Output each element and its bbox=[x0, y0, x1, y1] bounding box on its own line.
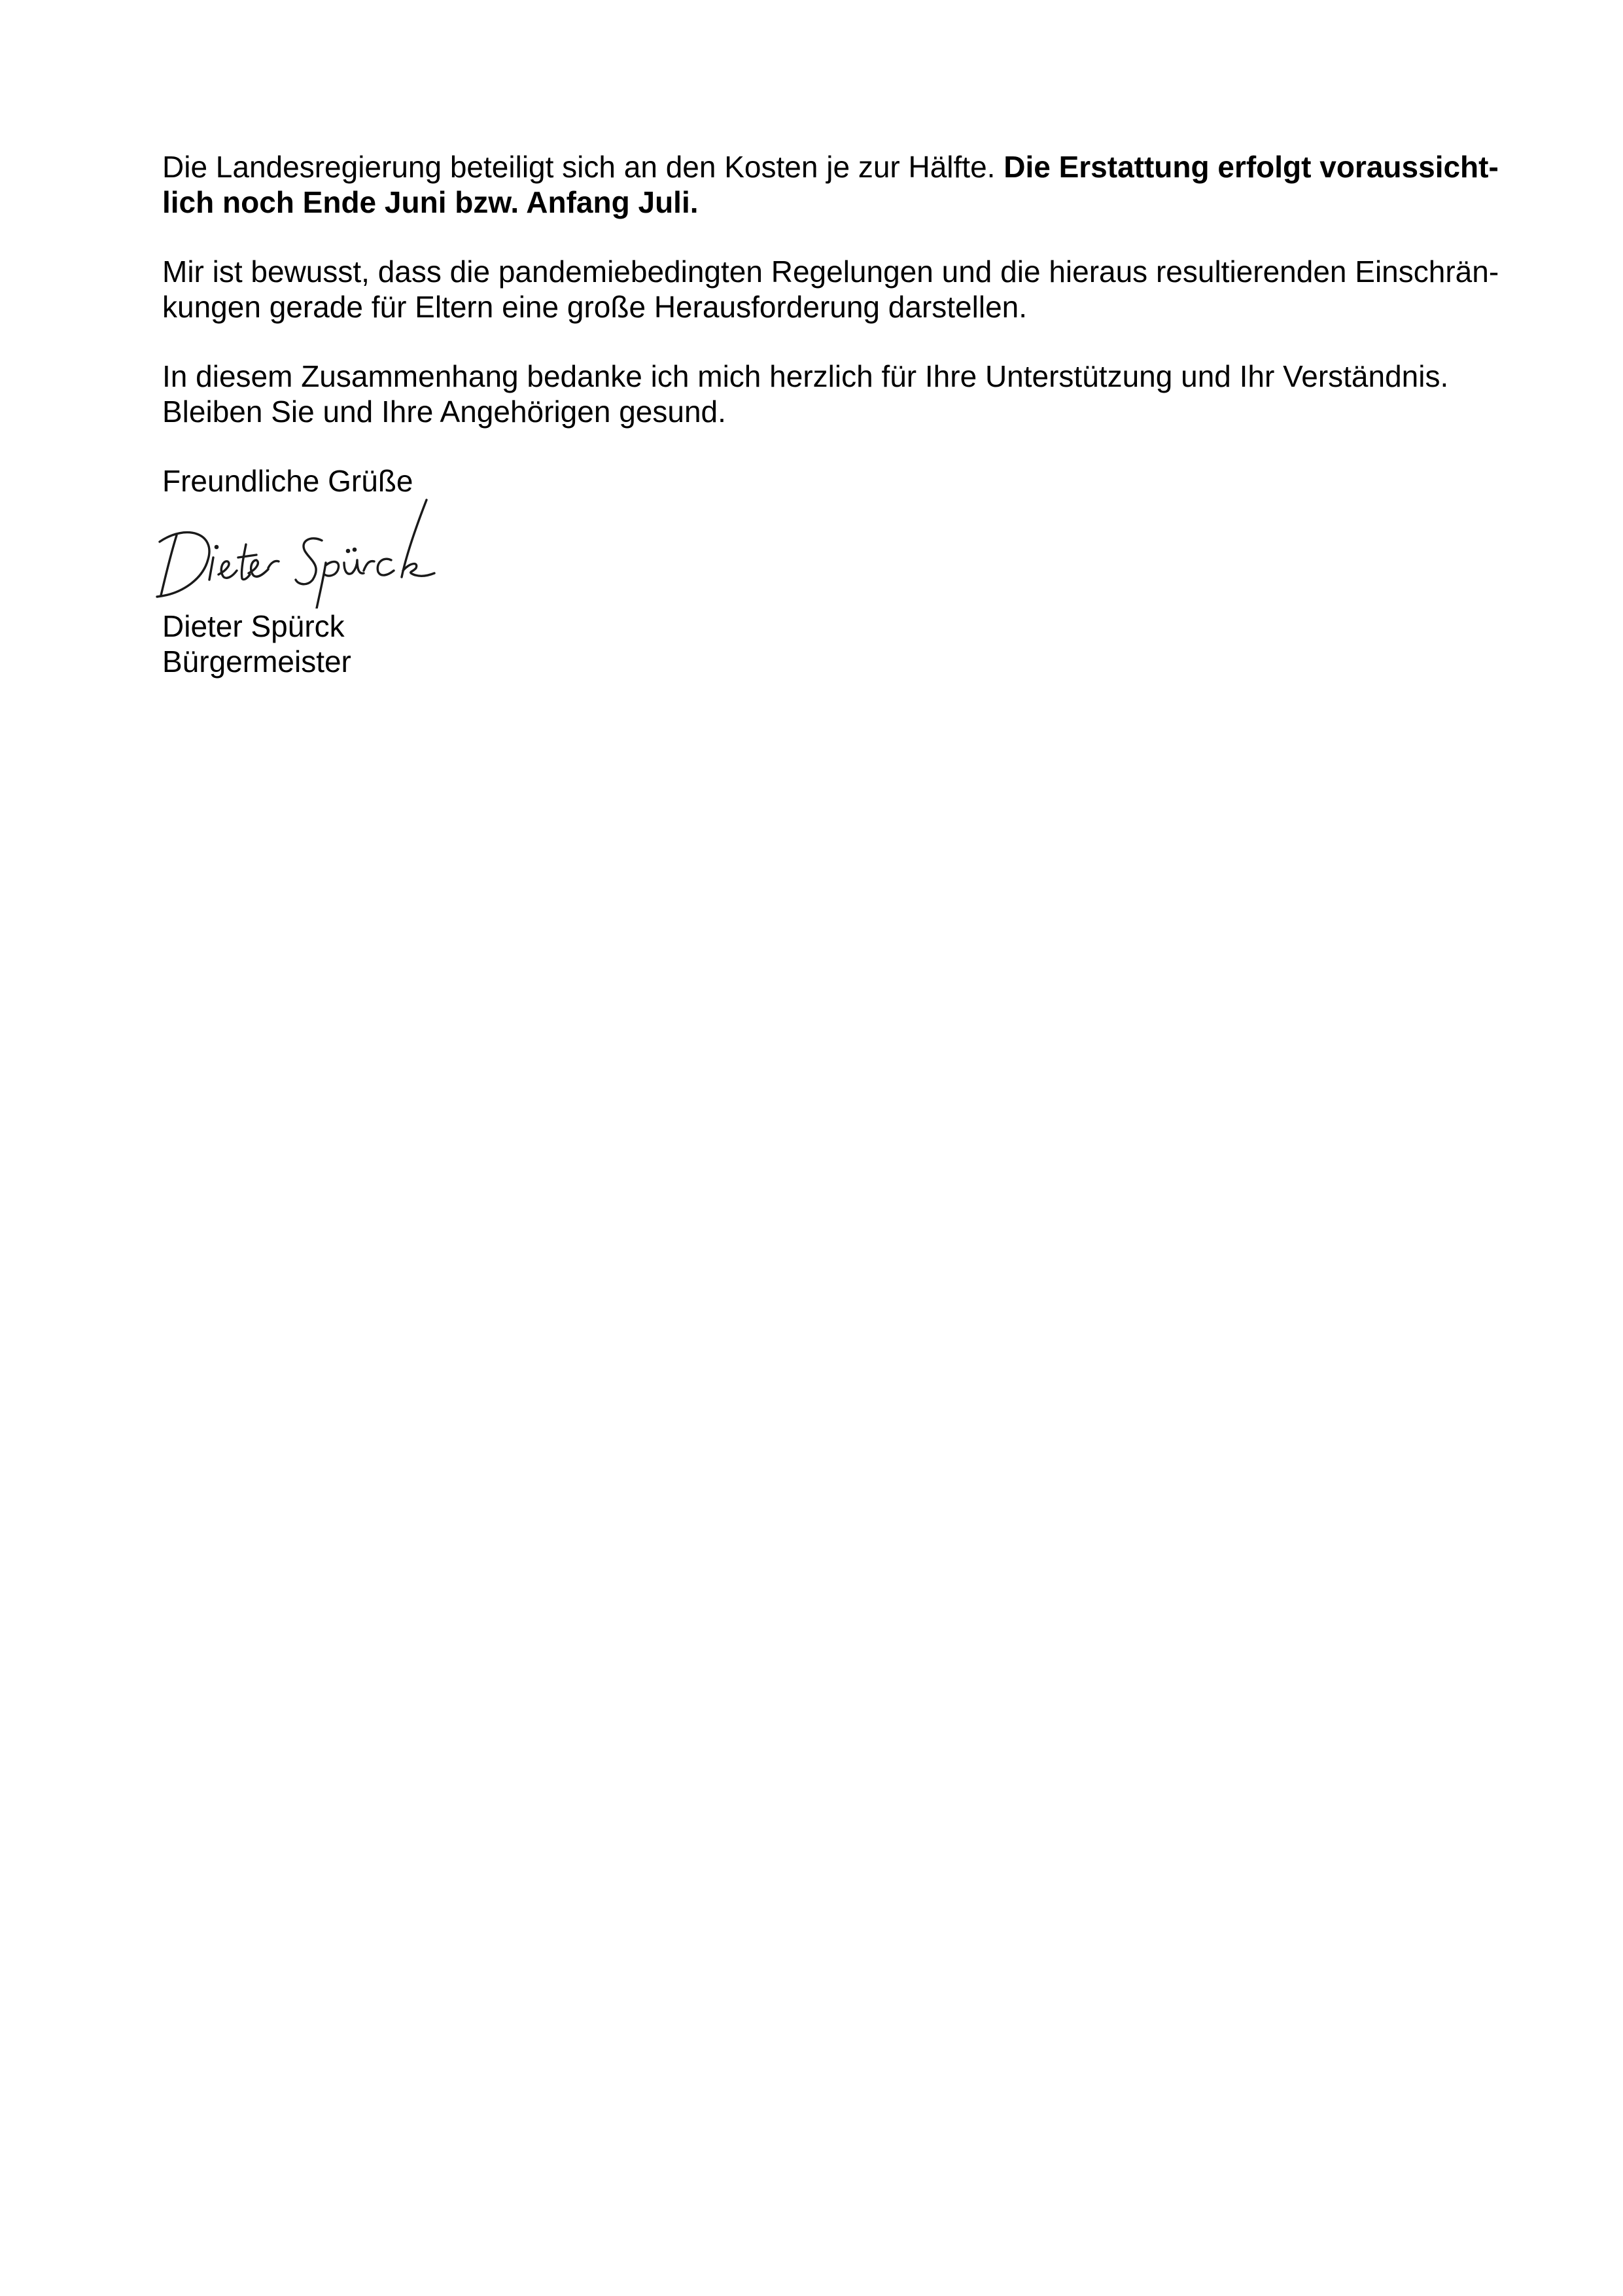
refund-notice-text-continued: lich noch Ende Juni bzw. Anfang Juli. bbox=[162, 185, 699, 219]
paragraph-refund-line-1 bbox=[162, 149, 1497, 185]
paragraph-refund bbox=[162, 149, 1497, 220]
paragraph-thanks-line-1: In diesem Zusammenhang bedanke ich mich herzlich für Ihre Unterstützung und Ihr Verständnis. bbox=[162, 359, 1449, 393]
paragraph-awareness-line-1: Mir ist bewusst, dass die pandemiebedingten Regelungen und die hieraus resultierenden Einschrän- bbox=[162, 255, 1499, 289]
closing-salutation: Freundliche Grüße bbox=[162, 464, 413, 498]
paragraph-awareness-line-2: kungen gerade für Eltern eine große Herausforderung darstellen. bbox=[162, 290, 1028, 324]
letter-body bbox=[162, 149, 1497, 679]
refund-notice-text: Die Erstattung erfolgt voraussicht- bbox=[1003, 150, 1499, 184]
paragraph-thanks bbox=[162, 359, 1497, 429]
handwritten-signature bbox=[150, 497, 458, 609]
paragraph-thanks-line-2: Bleiben Sie und Ihre Angehörigen gesund. bbox=[162, 395, 726, 429]
signer-title: Bürgermeister bbox=[162, 645, 351, 679]
signer-block bbox=[162, 609, 1497, 679]
cost-sharing-text: Die Landesregierung beteiligt sich an den Kosten je zur Hälfte. bbox=[162, 150, 996, 184]
signer-name: Dieter Spürck bbox=[162, 609, 345, 643]
paragraph-awareness bbox=[162, 254, 1497, 325]
